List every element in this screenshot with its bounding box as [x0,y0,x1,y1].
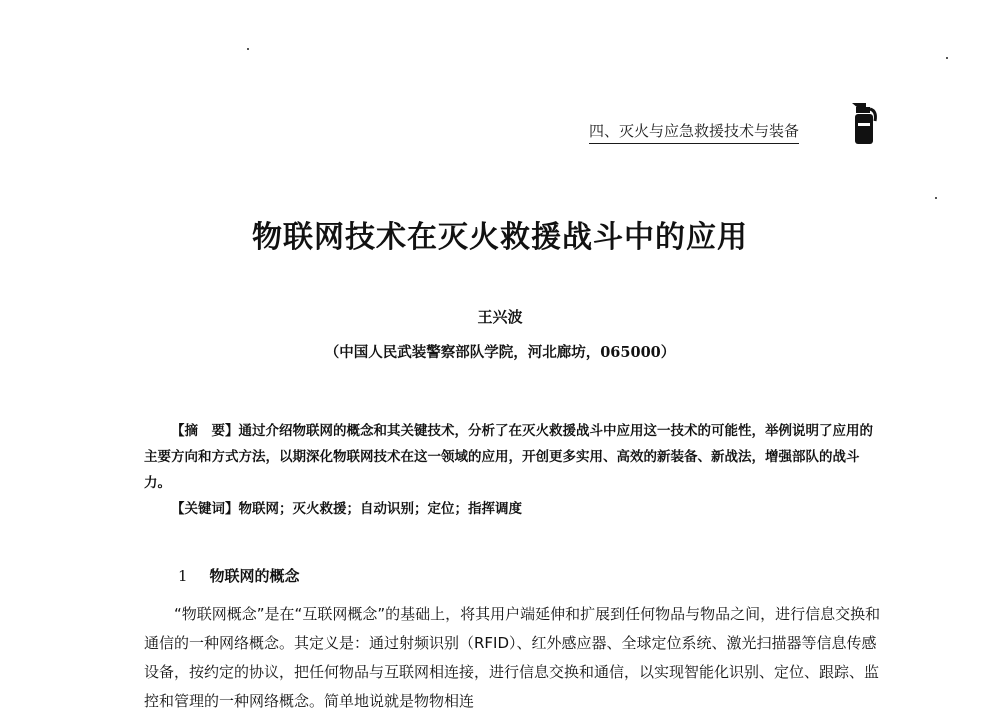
fire-extinguisher-icon [846,99,880,149]
keywords-text: 物联网；灭火救援；自动识别；定位；指挥调度 [238,501,522,517]
keywords [144,496,884,522]
scan-speck [935,197,937,199]
author-affiliation: （中国人民武装警察部队学院，河北廊坊，065000） [324,344,676,361]
running-header: 四、灭火与应急救援技术与装备 [589,120,799,144]
author-name: 王兴波 [477,308,523,326]
scan-speck [946,57,948,59]
abstract-label: 【摘 要】 [171,423,239,439]
scan-speck [247,48,249,50]
paper-title: 物联网技术在灭火救援战斗中的应用 [252,220,748,255]
section-number: 1 [178,567,188,585]
section-heading [178,565,300,586]
abstract [144,418,884,496]
keywords-label: 【关键词】 [171,501,239,517]
section-title: 物联网的概念 [209,567,300,585]
abstract-text: 通过介绍物联网的概念和其关键技术，分析了在灭火救援战斗中应用这一技术的可能性，举例说明了应用的主要方向和方式方法，以期深化物联网技术在这一领域的应用，开创更多实用、高效的新装备、新战法，增强部队的战斗力。 [144,423,873,491]
body-paragraph: “物联网概念”是在“互联网概念”的基础上，将其用户端延伸和扩展到任何物品与物品之间，进行信息交换和通信的一种网络概念。其定义是：通过射频识别（RFID）、红外感应器、全球定位系统、激光扫描器等信息传感设备，按约定的协议，把任何物品与互联网相连接，进行信息交换和通信，以实现智能化识别、定位、跟踪、监控和管理的一种网络概念。简单地说就是物物相连 [144,605,881,710]
